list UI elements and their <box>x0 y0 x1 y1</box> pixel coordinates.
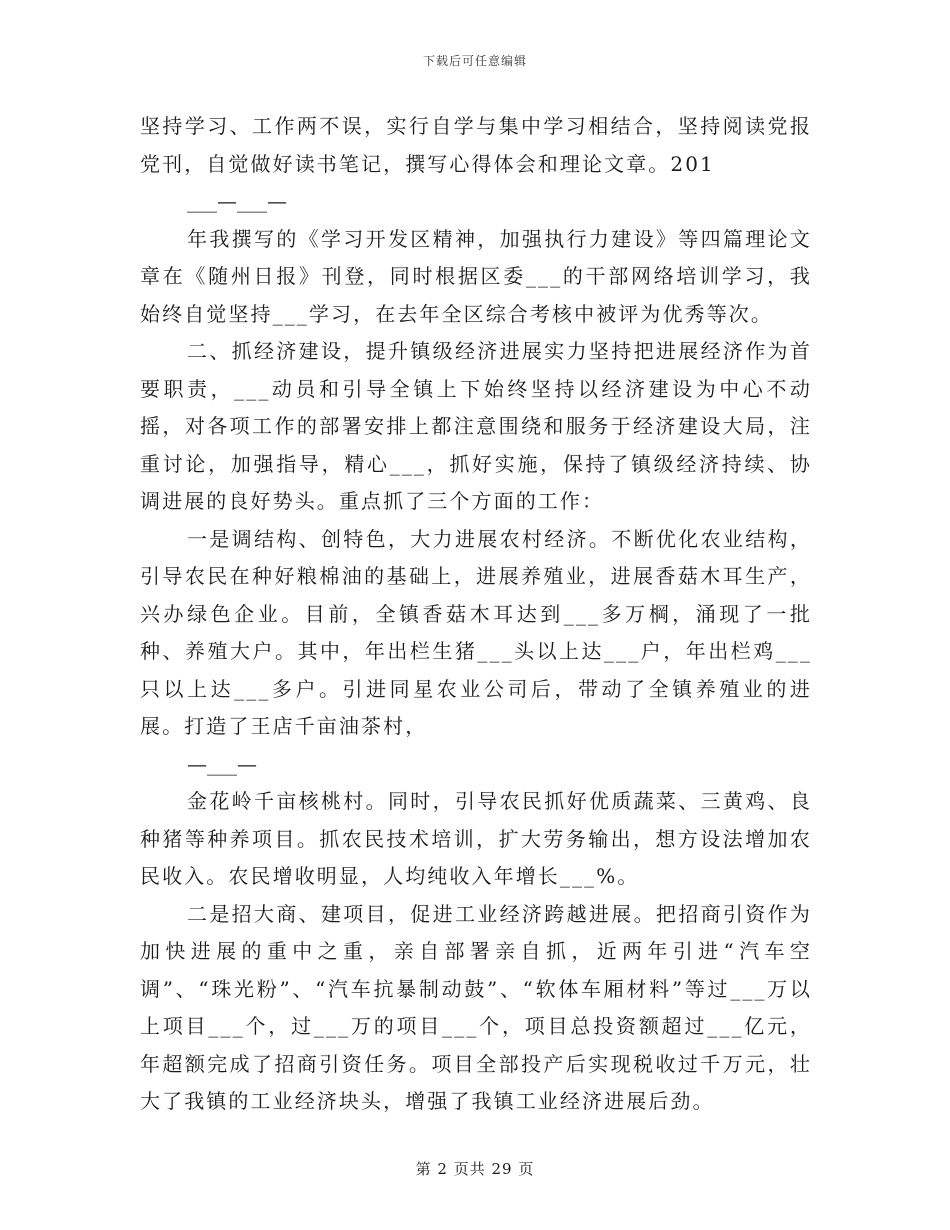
paragraph-4: 一是调结构、创特色，大力进展农村经济。不断优化农业结构，引导农民在种好粮棉油的基础上，进展养殖业，进展香菇木耳生产，兴办绿色企业。目前，全镇香菇木耳达到___多万棡，涌现了一批种、养殖大户。其中，年出栏生猪___头以上达___户，年出栏鸡___只以上达___多户。引进同星农业公司后，带动了全镇养殖业的进展。打造了王店千亩油茶村， <box>140 526 812 738</box>
paragraph-3: 二、抓经济建设，提升镇级经济进展实力坚持把进展经济作为首要职责，___动员和引导全镇上下始终坚持以经济建设为中心不动摇，对各项工作的部署安排上都注意围绕和服务于经济建设大局，注重讨论，加强指导，精心___，抓好实施，保持了镇级经济持续、协调进展的良好势头。重点抓了三个方面的工作： <box>140 339 812 513</box>
document-body <box>140 108 812 1121</box>
paragraph-1: 坚持学习、工作两不误，实行自学与集中学习相结合，坚持阅读党报党刊，自觉做好读书笔记，撰写心得体会和理论文章。201 <box>140 114 812 176</box>
separator-line: —___— <box>187 751 257 776</box>
page-header: 下载后可任意编辑 <box>422 54 527 68</box>
date-placeholder-line: ___—___— <box>187 189 287 213</box>
paragraph-6: 二是招大商、建项目，促进工业经济跨越进展。把招商引资作为加快进展的重中之重，亲自部署亲自抓，近两年引进“汽车空调”、“珠光粉”、“汽车抗暴制动鼓”、“软体车厢材料”等过___万以上项目___个，过___万的项目___个，项目总投资额超过___亿元，年超额完成了招商引资任务。项目全部投产后实现税收过千万元，壮大了我镇的工业经济块头，增强了我镇工业经济进展后劲。 <box>140 901 812 1113</box>
page-number: 第 2 页共 29 页 <box>415 1160 535 1178</box>
paragraph-2: 年我撰写的《学习开发区精神，加强执行力建设》等四篇理论文章在《随州日报》刊登，同时根据区委___的干部网络培训学习，我始终自觉坚持___学习，在去年全区综合考核中被评为优秀等次。 <box>140 226 812 326</box>
paragraph-5: 金花岭千亩核桃村。同时，引导农民抓好优质蔬菜、三黄鸡、良种猪等种养项目。抓农民技术培训，扩大劳务输出，想方设法增加农民收入。农民增收明显，人均纯收入年增长___%。 <box>140 789 812 888</box>
